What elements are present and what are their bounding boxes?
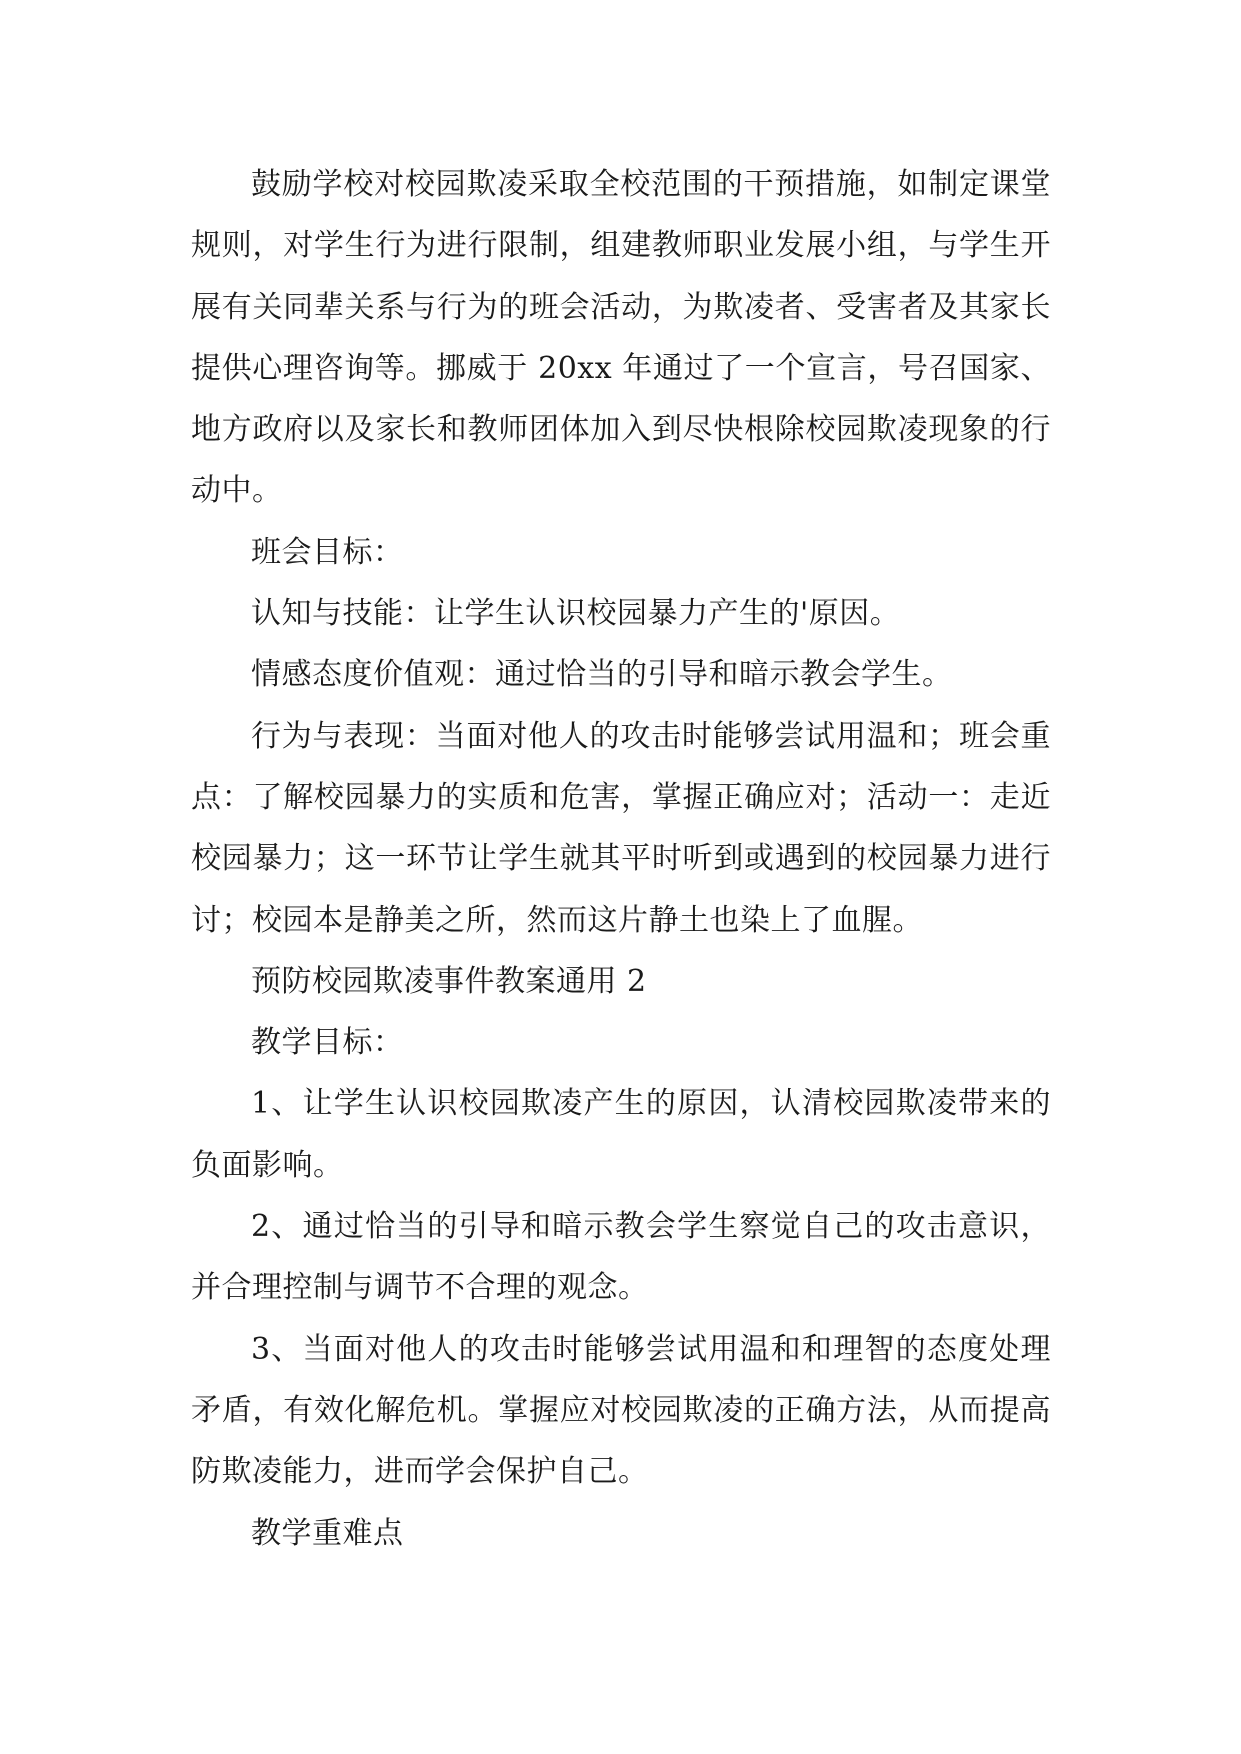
paragraph-class-meeting-goals: 班会目标： [251, 534, 404, 570]
document-body [191, 154, 1051, 1564]
section-heading-lesson-plan-2: 预防校园欺凌事件教案通用 2 [251, 963, 647, 999]
paragraph-cognition-skills: 认知与技能：让学生认识校园暴力产生的'原因。 [251, 596, 901, 632]
list-item-objective-1: 1、让学生认识校园欺凌产生的原因，认清校园欺凌带来的负面影响。 [191, 1086, 1051, 1183]
list-item-objective-3: 3、当面对他人的攻击时能够尝试用温和和理智的态度处理矛盾，有效化解危机。掌握应对校园欺凌的正确方法，从而提高防欺凌能力，进而学会保护自己。 [191, 1331, 1051, 1490]
paragraph-behavior-performance: 行为与表现：当面对他人的攻击时能够尝试用温和；班会重点：了解校园暴力的实质和危害，掌握正确应对；活动一：走近校园暴力；这一环节让学生就其平时听到或遇到的校园暴力进行讨；校园本是静美之所，然而这片静土也染上了血腥。 [191, 718, 1051, 938]
paragraph-teaching-objectives: 教学目标： [251, 1025, 404, 1061]
paragraph-key-difficulties: 教学重难点 [251, 1515, 404, 1551]
list-item-objective-2: 2、通过恰当的引导和暗示教会学生察觉自己的攻击意识，并合理控制与调节不合理的观念。 [191, 1209, 1051, 1306]
paragraph-emotional-attitude: 情感态度价值观：通过恰当的引导和暗示教会学生。 [251, 657, 953, 693]
paragraph-intervention-measures: 鼓励学校对校园欺凌采取全校范围的干预措施，如制定课堂规则，对学生行为进行限制，组建教师职业发展小组，与学生开展有关同辈关系与行为的班会活动，为欺凌者、受害者及其家长提供心理咨询等。挪威于 20xx 年通过了一个宣言，号召国家、地方政府以及家长和教师团体加入到尽快根除校园欺凌现象的行动中。 [191, 167, 1051, 509]
